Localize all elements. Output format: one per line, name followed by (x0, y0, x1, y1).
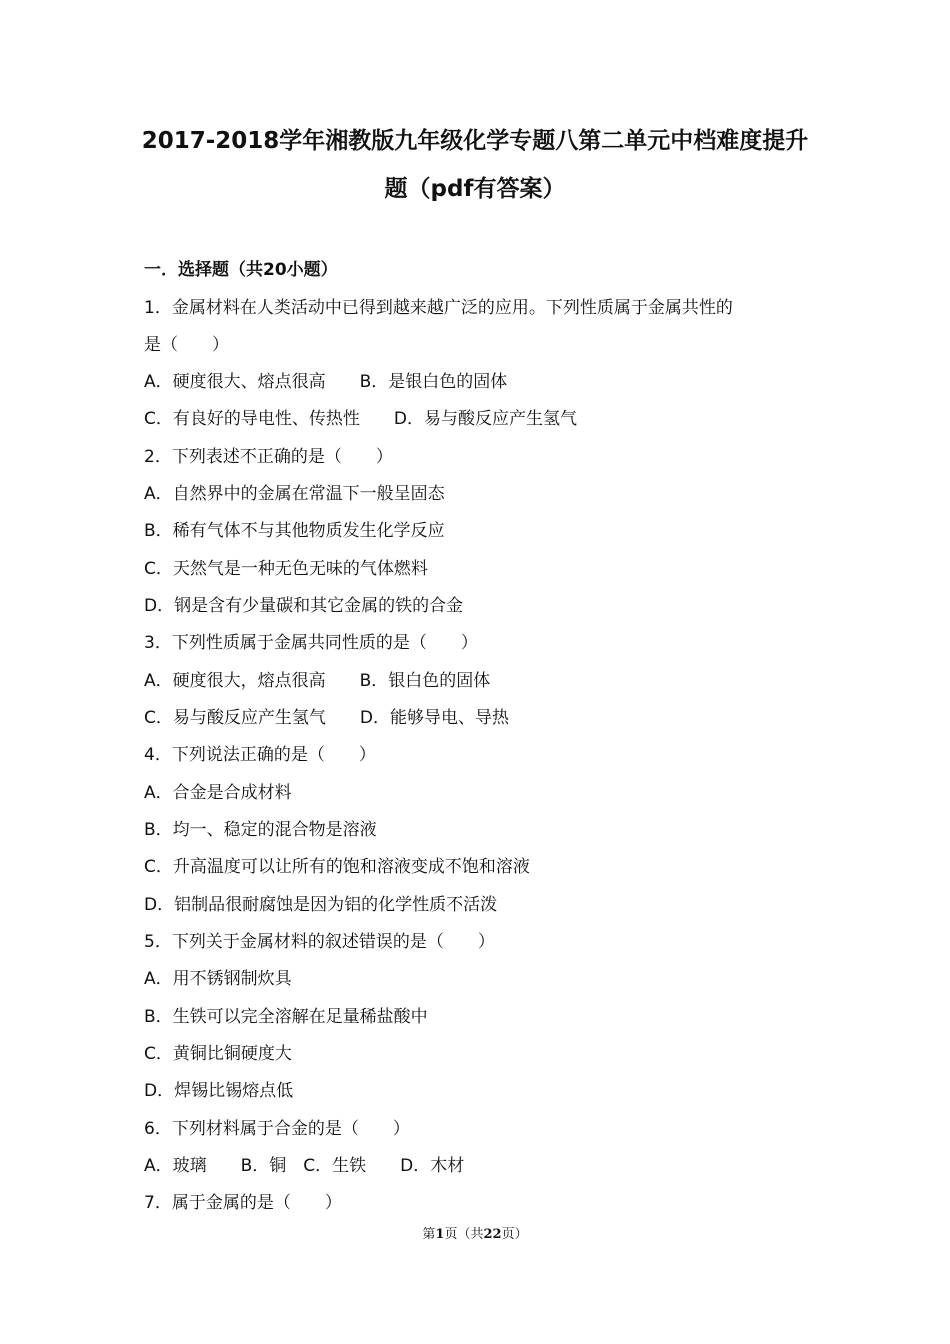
question-2-option-c: C．天然气是一种无色无味的气体燃料 (144, 559, 428, 579)
footer-middle: 页（共 (444, 1227, 484, 1242)
question-5-option-d: D．焊锡比锡熔点低 (144, 1081, 294, 1101)
question-1-options-cd: C．有良好的导电性、传热性 D．易与酸反应产生氢气 (144, 409, 577, 429)
question-4-stem: 4．下列说法正确的是（ ） (144, 745, 376, 765)
document-title-line-2: 题（pdf有答案） (384, 176, 566, 202)
page-footer (0, 1226, 950, 1244)
question-2-option-a: A．自然界中的金属在常温下一般呈固态 (144, 484, 445, 504)
question-4-option-b: B．均一、稳定的混合物是溶液 (144, 820, 377, 840)
question-7-stem: 7．属于金属的是（ ） (144, 1193, 342, 1213)
question-5-stem: 5．下列关于金属材料的叙述错误的是（ ） (144, 932, 495, 952)
question-2-option-b: B．稀有气体不与其他物质发生化学反应 (144, 521, 445, 541)
question-2-option-d: D．钢是含有少量碳和其它金属的铁的合金 (144, 596, 464, 616)
question-1-line-2: 是（ ） (144, 335, 229, 355)
question-5-option-a: A．用不锈钢制炊具 (144, 969, 292, 989)
question-5-option-c: C．黄铜比铜硬度大 (144, 1044, 292, 1064)
question-4-option-c: C．升高温度可以让所有的饱和溶液变成不饱和溶液 (144, 857, 530, 877)
question-4-option-a: A．合金是合成材料 (144, 783, 292, 803)
question-2-stem: 2．下列表述不正确的是（ ） (144, 447, 393, 467)
footer-page-number: 1 (435, 1227, 445, 1242)
footer-prefix: 第 (422, 1227, 436, 1242)
footer-total-pages: 22 (483, 1227, 502, 1242)
question-3-options-cd: C．易与酸反应产生氢气 D．能够导电、导热 (144, 708, 509, 728)
question-3-options-ab: A．硬度很大，熔点很高 B．银白色的固体 (144, 671, 491, 691)
document-title-line-1: 2017-2018学年湘教版九年级化学专题八第二单元中档难度提升 (141, 128, 809, 154)
question-1-line-1: 1．金属材料在人类活动中已得到越来越广泛的应用。下列性质属于金属共性的 (144, 298, 733, 318)
question-1-options-ab: A．硬度很大、熔点很高 B．是银白色的固体 (144, 372, 508, 392)
question-6-stem: 6．下列材料属于合金的是（ ） (144, 1119, 410, 1139)
question-5-option-b: B．生铁可以完全溶解在足量稀盐酸中 (144, 1007, 428, 1027)
question-6-options: A．玻璃 B．铜 C．生铁 D．木材 (144, 1156, 465, 1176)
question-4-option-d: D．铝制品很耐腐蚀是因为铝的化学性质不活泼 (144, 895, 498, 915)
section-heading: 一．选择题（共20小题） (144, 260, 338, 280)
footer-suffix: 页） (501, 1227, 528, 1242)
question-3-stem: 3．下列性质属于金属共同性质的是（ ） (144, 633, 478, 653)
